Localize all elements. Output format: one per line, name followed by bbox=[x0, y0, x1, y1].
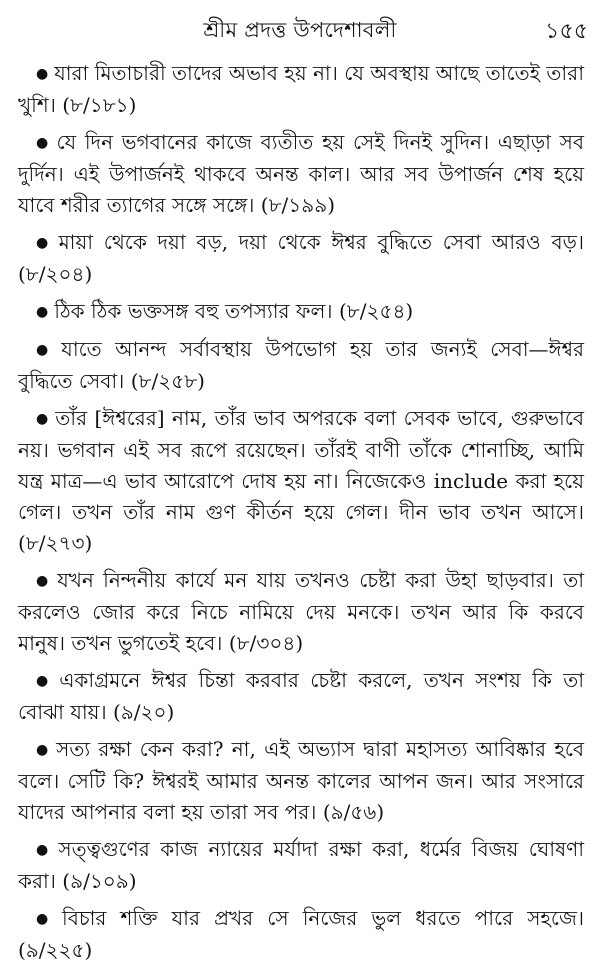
page-number: ১৫৫ bbox=[545, 19, 588, 44]
paragraph: ● মায়া থেকে দয়া বড়, দয়া থেকে ঈশ্বর বুদ্ধিতে সেবা আরও বড়। (৮/২০৪) bbox=[18, 227, 584, 290]
body-text bbox=[18, 58, 584, 972]
paragraph: ● তাঁর [ঈশ্বরের] নাম, তাঁর ভাব অপরকে বলা সেবক ভাবে, গুরুভাবে নয়। ভগবান এই সব রূপে রয়েছেন। তাঁরই বাণী তাঁকে শোনাচ্ছি, আমি যন্ত্র মাত্র—এ ভাব আরোপে দোষ হয় না। নিজেকেও include করা হয়ে গেল। তখন তাঁর নাম গুণ কীর্তন হয়ে গেল। দীন ভাব তখন আসে। (৮/২৭৩) bbox=[18, 403, 584, 559]
paragraph: ● যারা মিতাচারী তাদের অভাব হয় না। যে অবস্থায় আছে তাতেই তারা খুশি। (৮/১৮১) bbox=[18, 58, 584, 121]
paragraph: ● ঠিক ঠিক ভক্তসঙ্গ বহু তপস্যার ফল। (৮/২৫৪) bbox=[18, 296, 584, 328]
paragraph: ● সত্ত্বগুণের কাজ ন্যায়ের মর্যাদা রক্ষা করা, ধর্মের বিজয় ঘোষণা করা। (৯/১০৯) bbox=[18, 834, 584, 897]
running-title: শ্রীম প্রদত্ত উপদেশাবলী bbox=[203, 18, 397, 42]
page-header bbox=[0, 8, 600, 48]
paragraph: ● সত্য রক্ষা কেন করা? না, এই অভ্যাস দ্বারা মহাসত্য আবিষ্কার হবে বলে। সেটি কি? ঈশ্বরই আমার অনন্ত কালের আপন জন। আর সংসারে যাদের আপনার বলা হয় তারা সব পর। (৯/৫৬) bbox=[18, 734, 584, 828]
paragraph: ● যে দিন ভগবানের কাজে ব্যতীত হয় সেই দিনই সুদিন। এছাড়া সব দুর্দিন। এই উপার্জনই থাকবে অনন্ত কাল। আর সব উপার্জন শেষ হয়ে যাবে শরীর ত্যাগের সঙ্গে সঙ্গে। (৮/১৯৯) bbox=[18, 127, 584, 221]
paragraph: ● যাতে আনন্দ সর্বাবস্থায় উপভোগ হয় তার জন্যই সেবা—ঈশ্বর বুদ্ধিতে সেবা। (৮/২৫৮) bbox=[18, 334, 584, 397]
paragraph: ● একাগ্রমনে ঈশ্বর চিন্তা করবার চেষ্টা করলে, তখন সংশয় কি তা বোঝা যায়। (৯/২০) bbox=[18, 665, 584, 728]
paragraph: ● যখন নিন্দনীয় কার্যে মন যায় তখনও চেষ্টা করা উহা ছাড়বার। তা করলেও জোর করে নিচে নামিয়ে দেয় মনকে। তখন আর কি করবে মানুষ। তখন ভুগতেই হবে। (৮/৩০৪) bbox=[18, 565, 584, 659]
paragraph: ● বিচার শক্তি যার প্রখর সে নিজের ভুল ধরতে পারে সহজে। (৯/২২৫) bbox=[18, 903, 584, 966]
